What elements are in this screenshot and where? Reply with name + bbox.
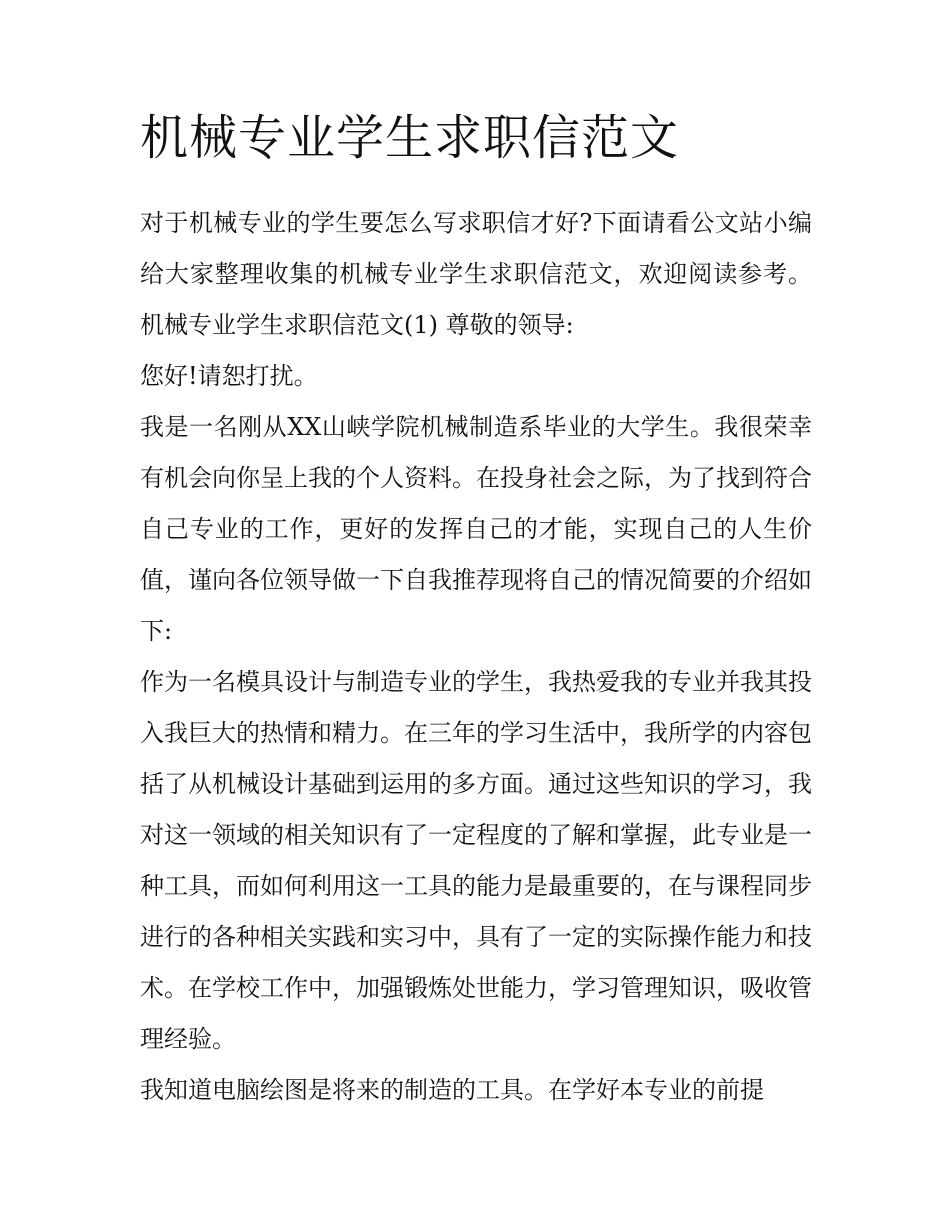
document-title: 机械专业学生求职信范文 xyxy=(140,110,680,166)
paragraph-study-experience: 作为一名模具设计与制造专业的学生，我热爱我的专业并我其投入我巨大的热情和精力。在三年的学习生活中，我所学的内容包括了从机械设计基础到运用的多方面。通过这些知识的学习，我对这一领域的相关知识有了一定程度的了解和掌握，此专业是一种工具，而如何利用这一工具的能力是最重要的，在与课程同步进行的各种相关实践和实习中，具有了一定的实际操作能力和技术。在学校工作中，加强锻炼处世能力，学习管理知识，吸收管理经验。 xyxy=(140,667,812,1053)
document-body xyxy=(140,110,812,1116)
paragraph-intro: 对于机械专业的学生要怎么写求职信才好?下面请看公文站小编给大家整理收集的机械专业学生求职信范文，欢迎阅读参考。 机械专业学生求职信范文(1) 尊敬的领导: xyxy=(140,208,812,339)
paragraph-self-introduction: 我是一名刚从XX山峡学院机械制造系毕业的大学生。我很荣幸有机会向你呈上我的个人资料。在投身社会之际，为了找到符合自己专业的工作，更好的发挥自己的才能，实现自己的人生价值，谨向各位领导做一下自我推荐现将自己的情况简要的介绍如下: xyxy=(140,412,812,645)
paragraph-greeting: 您好!请恕打扰。 xyxy=(140,361,318,390)
paragraph-computer-drawing: 我知道电脑绘图是将来的制造的工具。在学好本专业的前提 xyxy=(140,1075,764,1104)
